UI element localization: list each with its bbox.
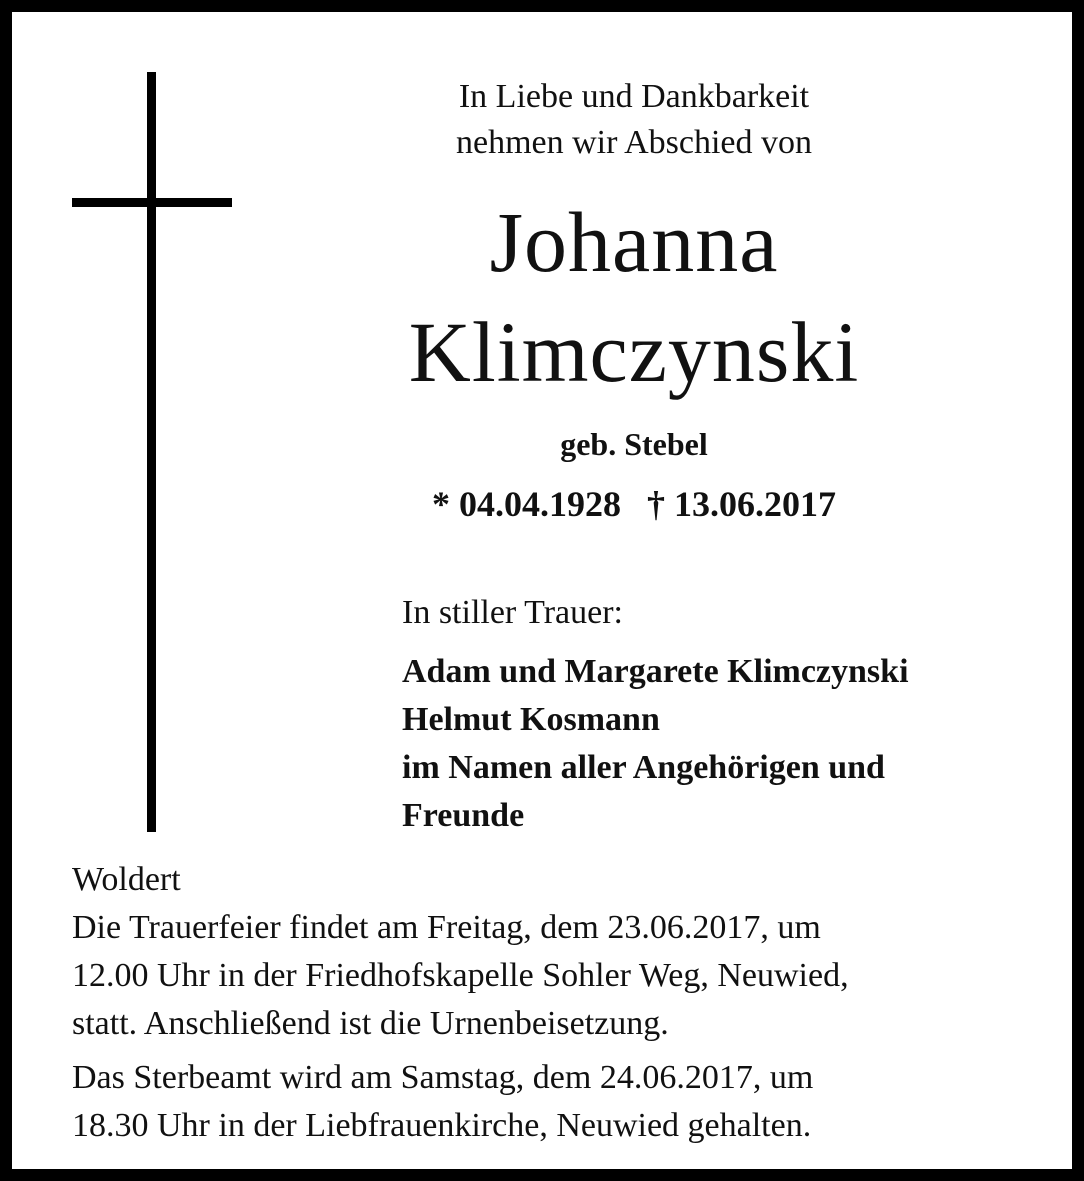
cross-vertical-beam: [147, 72, 156, 832]
mourners-list: [402, 648, 1042, 840]
mourner-line: Freunde: [402, 797, 525, 834]
requiem-line: 18.30 Uhr in der Liebfrauenkirche, Neuwied gehalten.: [72, 1107, 812, 1144]
birth-date: * 04.04.1928: [432, 484, 621, 524]
deceased-last-name: Klimczynski: [408, 304, 860, 400]
requiem-line: Das Sterbeamt wird am Samstag, dem 24.06.2017, um: [72, 1059, 814, 1096]
place-name: Woldert: [72, 861, 181, 898]
cross-horizontal-beam: [72, 198, 232, 207]
mourner-line: Helmut Kosmann: [402, 701, 660, 738]
life-dates: [302, 480, 966, 528]
intro-line-2: nehmen wir Abschied von: [456, 124, 812, 161]
requiem-paragraph: [72, 1054, 1062, 1150]
funeral-line: 12.00 Uhr in der Friedhofskapelle Sohler Weg, Neuwied,: [72, 957, 849, 994]
funeral-line: Die Trauerfeier findet am Freitag, dem 23.06.2017, um: [72, 909, 821, 946]
deceased-first-name: Johanna: [489, 194, 779, 290]
intro-text: [342, 74, 926, 166]
mourner-line: im Namen aller Angehörigen und: [402, 749, 885, 786]
funeral-paragraph: [72, 904, 1062, 1048]
mourners-label: In stiller Trauer:: [402, 594, 623, 631]
service-info: [72, 856, 1062, 1156]
funeral-line: statt. Anschließend ist die Urnenbeisetzung.: [72, 1005, 669, 1042]
maiden-name: geb. Stebel: [560, 426, 708, 462]
death-date: † 13.06.2017: [647, 484, 836, 524]
mourner-line: Adam und Margarete Klimczynski: [402, 653, 909, 690]
intro-line-1: In Liebe und Dankbarkeit: [458, 78, 810, 115]
